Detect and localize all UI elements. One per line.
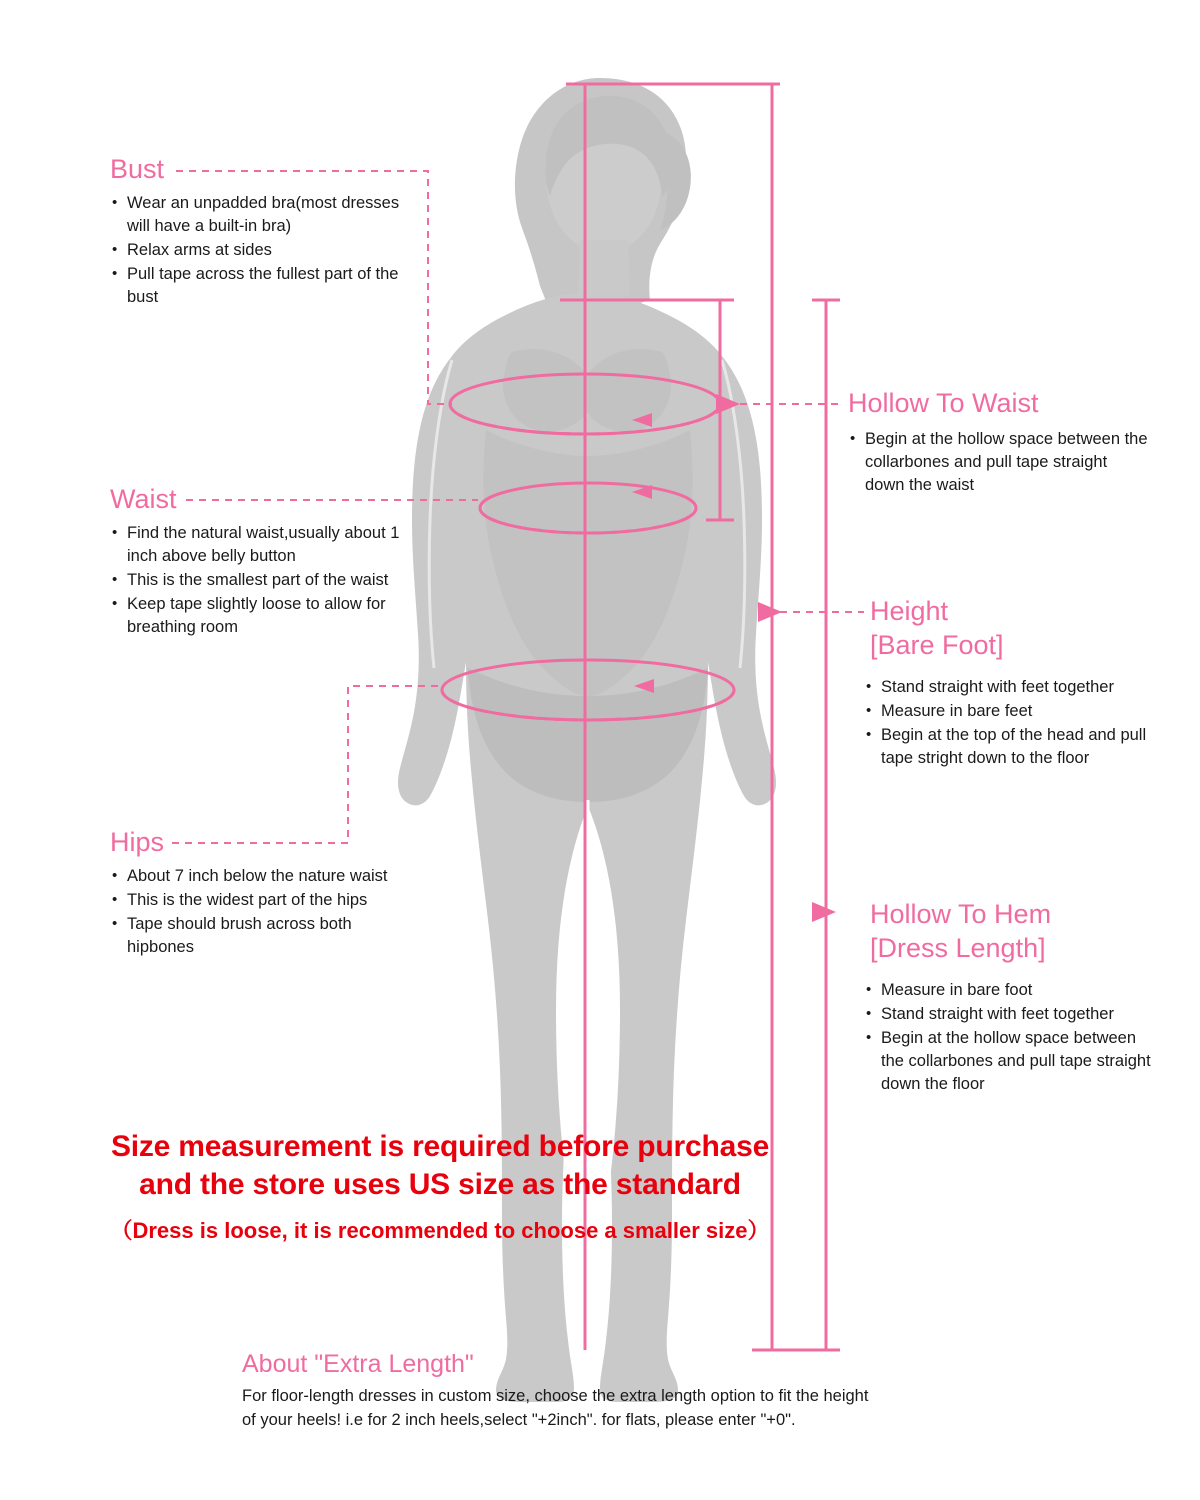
- waist-title: Waist: [110, 484, 177, 514]
- notice-line-2: and the store uses US size as the standard: [139, 1168, 741, 1201]
- hollow-to-hem-title-line1: Hollow To Hem: [870, 899, 1052, 929]
- hollow-to-hem-bullet-2: • Stand straight with feet together: [881, 1005, 1114, 1023]
- hollow-to-hem-bullets: [864, 979, 1160, 1096]
- hips-bullet-2: • This is the widest part of the hips: [127, 891, 368, 909]
- hollow-to-hem-arrow: [812, 902, 836, 922]
- bust-bullet-3: • Pull tape across the fullest part of the bust: [127, 265, 399, 306]
- size-notice: [40, 1128, 840, 1250]
- waist-bullet-2: • This is the smallest part of the waist: [127, 571, 389, 589]
- height-title-line2: [Bare Foot]: [870, 630, 1004, 660]
- waist-bullet-3: • Keep tape slightly loose to allow for breathing room: [127, 595, 386, 636]
- bust-bullet-2: • Relax arms at sides: [127, 241, 272, 259]
- height-bullet-2: • Measure in bare feet: [881, 702, 1033, 720]
- hollow-to-waist-section: [848, 386, 1148, 498]
- waist-bullets: [110, 522, 410, 639]
- hollow-to-waist-title: Hollow To Waist: [848, 388, 1039, 418]
- bust-bullet-1: • Wear an unpadded bra(most dresses will have a built-in bra): [127, 194, 400, 235]
- height-title-line1: Height: [870, 596, 949, 626]
- height-bullet-3: • Begin at the top of the head and pull tape stright down to the floor: [881, 726, 1147, 767]
- hollow-to-hem-bullet-1: • Measure in bare foot: [881, 981, 1033, 999]
- bust-title: Bust: [110, 154, 165, 184]
- hips-bullet-1: • About 7 inch below the nature waist: [127, 867, 388, 885]
- hollow-to-hem-section: [870, 897, 1160, 1097]
- bust-bullets: [110, 192, 410, 309]
- hips-section: [110, 825, 420, 960]
- hips-bullets: [110, 865, 420, 959]
- height-bullets: [864, 676, 1160, 770]
- waist-bullet-1: • Find the natural waist,usually about 1 inch above belly button: [127, 524, 400, 565]
- height-arrow: [758, 602, 782, 622]
- hollow-to-hem-bullet-3: • Begin at the hollow space between the collarbones and pull tape straight down the floor: [881, 1029, 1151, 1093]
- hips-connector: [172, 686, 440, 843]
- height-section: [870, 594, 1160, 771]
- extra-length-title: About "Extra Length": [242, 1350, 474, 1378]
- extra-length-line-2: of your heels! i.e for 2 inch heels,select "+2inch". for flats, please enter "+0".: [242, 1411, 796, 1429]
- notice-line-1: Size measurement is required before purchase: [110, 1130, 770, 1163]
- height-bullet-1: • Stand straight with feet together: [881, 678, 1114, 696]
- hollow-to-waist-bullets: [848, 428, 1148, 497]
- extra-length-section: [242, 1348, 942, 1432]
- waist-section: [110, 482, 410, 640]
- notice-line-3: （Dress is loose, it is recommended to choose a smaller size）: [110, 1218, 770, 1243]
- hips-bullet-3: • Tape should brush across both hipbones: [127, 915, 352, 956]
- hollow-to-hem-title-line2: [Dress Length]: [870, 933, 1046, 963]
- hips-title: Hips: [110, 827, 165, 857]
- hollow-to-waist-bullet-1: • Begin at the hollow space between the collarbones and pull tape straight down the waist: [865, 430, 1148, 494]
- extra-length-line-1: For floor-length dresses in custom size, choose the extra length option to fit the height: [242, 1387, 869, 1405]
- bust-section: [110, 152, 410, 310]
